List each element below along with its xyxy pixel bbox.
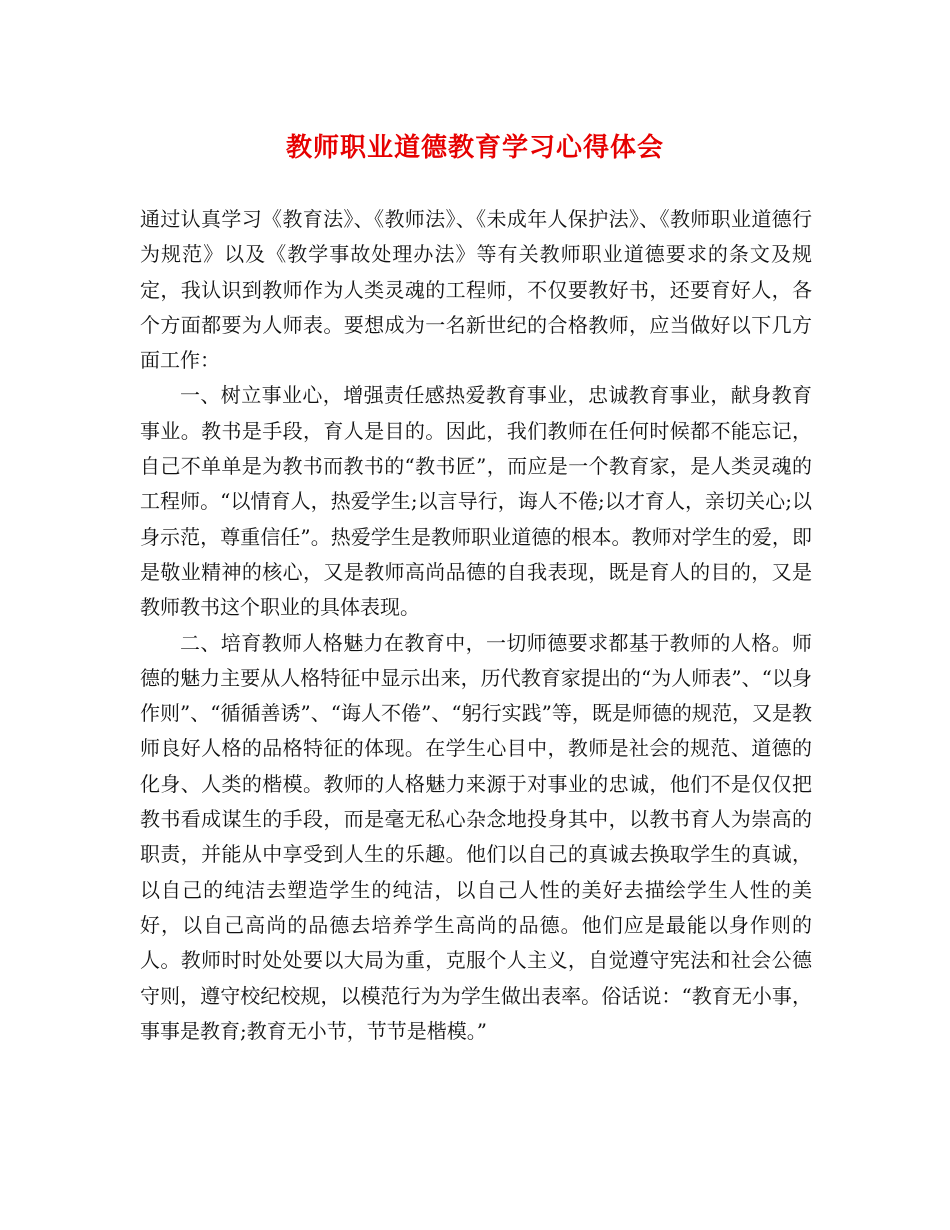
document-body — [140, 202, 812, 1049]
intro-paragraph: 通过认真学习《教育法》、《教师法》、《未成年人保护法》、《教师职业道德行为规范》以及《教学事故处理办法》等有关教师职业道德要求的条文及规定，我认识到教师作为人类灵魂的工程师，不仅要教好书，还要育好人，各个方面都要为人师表。要想成为一名新世纪的合格教师，应当做好以下几方面工作： — [140, 207, 812, 373]
section-one-paragraph: 一、树立事业心，增强责任感热爱教育事业，忠诚教育事业，献身教育事业。教书是手段，育人是目的。因此，我们教师在任何时候都不能忘记，自己不单单是为教书而教书的“教书匠”，而应是一个教育家，是人类灵魂的工程师。“以情育人，热爱学生;以言导行，诲人不倦;以才育人，亲切关心;以身示范，尊重信任”。热爱学生是教师职业道德的根本。教师对学生的爱，即是敬业精神的核心，又是教师高尚品德的自我表现，既是育人的目的，又是教师教书这个职业的具体表现。 — [140, 383, 812, 620]
section-two-paragraph: 二、培育教师人格魅力在教育中，一切师德要求都基于教师的人格。师德的魅力主要从人格特征中显示出来，历代教育家提出的“为人师表”、“以身作则”、“循循善诱”、“诲人不倦”、“躬行实践”等，既是师德的规范，又是教师良好人格的品格特征的体现。在学生心目中，教师是社会的规范、道德的化身、人类的楷模。教师的人格魅力来源于对事业的忠诚，他们不是仅仅把教书看成谋生的手段，而是毫无私心杂念地投身其中，以教书育人为崇高的职责，并能从中享受到人生的乐趣。他们以自己的真诚去换取学生的真诚，以自己的纯洁去塑造学生的纯洁，以自己人性的美好去描绘学生人性的美好，以自己高尚的品德去培养学生高尚的品德。他们应是最能以身作则的人。教师时时处处要以大局为重，克服个人主义，自觉遵守宪法和社会公德守则，遵守校纪校规，以模范行为为学生做出表率。俗话说：“教育无小事，事事是教育;教育无小节，节节是楷模。” — [140, 630, 812, 1043]
document-title: 教师职业道德教育学习心得体会 — [285, 133, 664, 163]
